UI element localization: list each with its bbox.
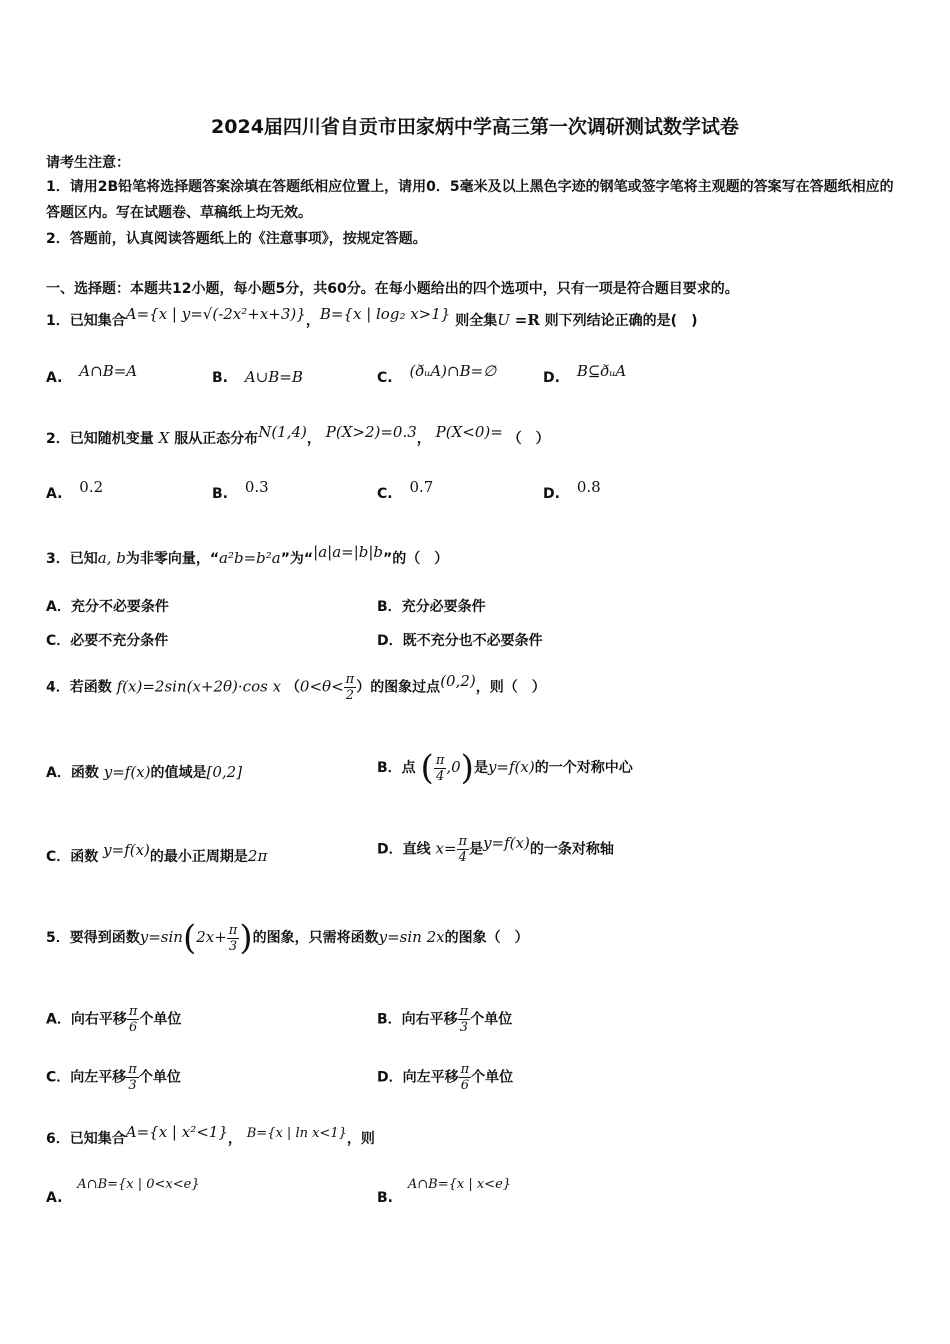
option-text: 是 [469,841,484,858]
q3-condition-2: |a|a=|b|b [313,543,384,561]
numerator: π [128,1004,138,1019]
q4-function: f(x)=2sin(x+2θ)·cos x [116,677,282,696]
q4-tail: ，则（ ） [475,679,546,696]
option-text: 个单位 [138,1069,181,1086]
question-6 [46,1123,375,1148]
q6-option-b[interactable] [377,1176,512,1206]
denominator: 3 [459,1020,469,1035]
q5-inner: 2x+ [196,928,227,946]
q2-prob-1: P(X>2)=0.3 [325,423,417,441]
left-paren: ( [182,918,197,958]
option-prefix: B．向右平移 [377,1011,458,1028]
q4-fraction [344,672,357,703]
numerator: π [459,1004,469,1019]
right-paren: ) [460,748,474,788]
option-math: y=f(x) [487,758,535,776]
q3-vectors: a, b [97,549,126,567]
q5-tail: 的图象（ ） [444,930,529,946]
q3-option-c[interactable]: C．必要不充分条件 [46,633,169,649]
numerator: π [345,672,355,687]
q2-option-b[interactable] [212,478,269,502]
q2-mid: 服从正态分布 [174,431,259,447]
denominator: 3 [228,938,238,954]
option-label: C. [377,370,393,386]
notice-item-1: 1．请用2B铅笔将选择题答案涂填在答题纸相应位置上，请用0．5毫米及以上黑色字迹的钢笔或签字笔将主观题的答案写在答题纸相应的答题区内。写在试题卷、草稿纸上均无效。 [46,179,894,221]
q1-set-b: B={x | log₂ x>1} [319,305,451,323]
numerator: π [228,922,238,938]
page-title: 2024届四川省自贡市田家炳中学高三第一次调研测试数学试卷 [211,116,739,138]
option-math: [0,2] [206,763,243,781]
q4-paren: （ [285,679,300,696]
q3-option-d[interactable]: D．既不充分也不必要条件 [377,633,543,649]
question-5 [46,918,529,958]
option-math: y=f(x) [483,833,530,852]
option-text: 个单位 [139,1011,182,1028]
q2-tail: （ ） [507,431,550,447]
option-text: 的一条对称轴 [529,841,614,858]
q2-option-c[interactable] [377,478,434,502]
option-label: B. [212,486,228,502]
denominator: 3 [128,1078,137,1093]
option-prefix: C．向左平移 [46,1069,127,1086]
q4-option-c[interactable] [46,841,268,866]
q5-option-c[interactable] [46,1062,181,1093]
q2-variable: X [158,429,170,447]
q4-paren: ） [356,679,371,696]
option-text: 是 [473,760,488,776]
q5-option-d[interactable] [377,1062,513,1093]
q1-comma: ， [305,313,320,329]
option-label: B. [377,1190,393,1206]
question-1 [46,305,698,330]
option-content: 0.7 [409,478,434,496]
q3-condition-1: a²b=b²a [219,549,281,567]
q1-option-a[interactable] [46,362,138,386]
option-label: C. [377,486,393,502]
option-content: 0.8 [576,478,601,496]
option-prefix: D．直线 [377,841,431,858]
q5-fraction [227,923,240,954]
option-math: y=f(x) [103,841,150,859]
option-content: A∩B={x | x<e} [407,1177,512,1192]
q1-set-a: A={x | y=√(-2x²+x+3)} [125,305,306,323]
denominator: 4 [458,850,467,865]
option-math: x= [435,839,457,858]
q5-option-a[interactable] [46,1004,181,1035]
option-content: A∩B={x | 0<x<e} [77,1177,200,1192]
option-text: 的值域是 [150,765,207,781]
option-label: D. [543,486,560,502]
section-heading: 一、选择题：本题共12小题，每小题5分，共60分。在每小题给出的四个选项中，只有一项是符合题目要求的。 [46,281,739,297]
option-math: ,0 [446,758,461,776]
q4-option-d[interactable] [377,834,614,865]
option-text: 个单位 [471,1069,514,1086]
q4-condition: 0<θ< [299,677,344,696]
q4-option-b[interactable] [377,748,633,788]
q2-distribution: N(1,4) [258,423,307,441]
option-label: D. [543,370,560,386]
option-content: B⊆ðᵤA [576,362,627,380]
question-3 [46,543,449,568]
option-content: 0.3 [244,478,269,496]
numerator: π [435,752,445,768]
option-label: B. [212,370,228,386]
option-fraction [126,1062,139,1093]
numerator: π [458,834,468,849]
q1-option-b[interactable] [212,368,303,386]
q5-mid: 的图象，只需将函数 [252,930,379,946]
q3-tail: ”的（ ） [383,551,449,567]
option-fraction [127,1004,140,1035]
option-text: 个单位 [470,1011,513,1028]
q1-option-c[interactable] [377,362,497,386]
q2-prob-2: P(X<0)= [435,423,503,441]
q2-option-d[interactable] [543,478,601,502]
q4-mid: 的图象过点 [370,679,441,696]
option-prefix: C．函数 [46,849,99,865]
option-fraction [458,1004,471,1035]
q1-universal: U [497,311,510,329]
q6-prefix: 6．已知集合 [46,1131,126,1147]
option-math: y=f(x) [103,763,151,781]
q4-point: (0,2) [440,671,476,690]
option-text: 的一个对称中心 [534,760,633,776]
option-label: A. [46,1190,63,1206]
q4-option-a[interactable] [46,762,242,782]
notice-heading: 请考生注意： [46,155,130,171]
q5-prefix: 5．要得到函数 [46,930,140,946]
question-2 [46,423,550,448]
left-paren: ( [420,748,434,788]
q5-function-2: y=sin 2x [378,928,445,946]
option-fraction [434,753,447,784]
q6-set-b: B={x | ln x<1} [246,1126,347,1141]
q5-function: y=sin [139,928,183,946]
option-prefix: A．向右平移 [46,1011,127,1028]
option-prefix: B．点 [377,760,416,776]
q2-option-a[interactable] [46,478,104,502]
q5-option-b[interactable] [377,1004,512,1035]
q6-comma: ， [227,1131,242,1147]
q6-set-a: A={x | x²<1} [125,1123,228,1141]
numerator: π [128,1062,137,1077]
notice-item-2: 2．答题前，认真阅读答题纸上的《注意事项》，按规定答题。 [46,231,427,247]
q6-tail: ，则 [346,1131,375,1147]
q6-option-a[interactable] [46,1176,200,1206]
option-label: A. [46,370,63,386]
denominator: 4 [435,768,445,784]
option-prefix: D．向左平移 [377,1069,459,1086]
option-fraction [457,834,470,865]
q2-comma: ， [306,431,321,447]
option-label: A. [46,486,63,502]
q2-comma: ， [416,431,431,447]
q1-prefix: 1．已知集合 [46,313,126,329]
q1-eq-r: =R [514,311,540,329]
option-math: 2π [247,847,268,865]
q1-tail: 则下列结论正确的是( ) [544,313,698,329]
numerator: π [460,1062,470,1077]
denominator: 6 [128,1020,138,1035]
q3-option-b[interactable]: B．充分必要条件 [377,599,486,615]
option-prefix: A．函数 [46,765,99,781]
denominator: 6 [460,1078,470,1093]
q3-mid: 为非零向量，“ [125,551,220,567]
q1-option-d[interactable] [543,362,627,386]
q4-prefix: 4．若函数 [46,679,112,696]
denominator: 2 [345,688,355,703]
q3-mid: ”为“ [280,551,314,567]
option-content: A∪B=B [244,368,303,386]
option-content: (ðᵤA)∩B=∅ [409,362,497,380]
q3-option-a[interactable]: A．充分不必要条件 [46,599,169,615]
q1-suffix: 则全集 [455,313,498,329]
option-fraction [459,1062,472,1093]
question-4 [46,672,546,703]
q3-prefix: 3．已知 [46,551,98,567]
right-paren: ) [239,918,253,958]
q2-prefix: 2．已知随机变量 [46,431,154,447]
option-content: A∩B=A [79,362,138,380]
option-content: 0.2 [79,478,104,496]
option-text: 的最小正周期是 [149,849,248,865]
